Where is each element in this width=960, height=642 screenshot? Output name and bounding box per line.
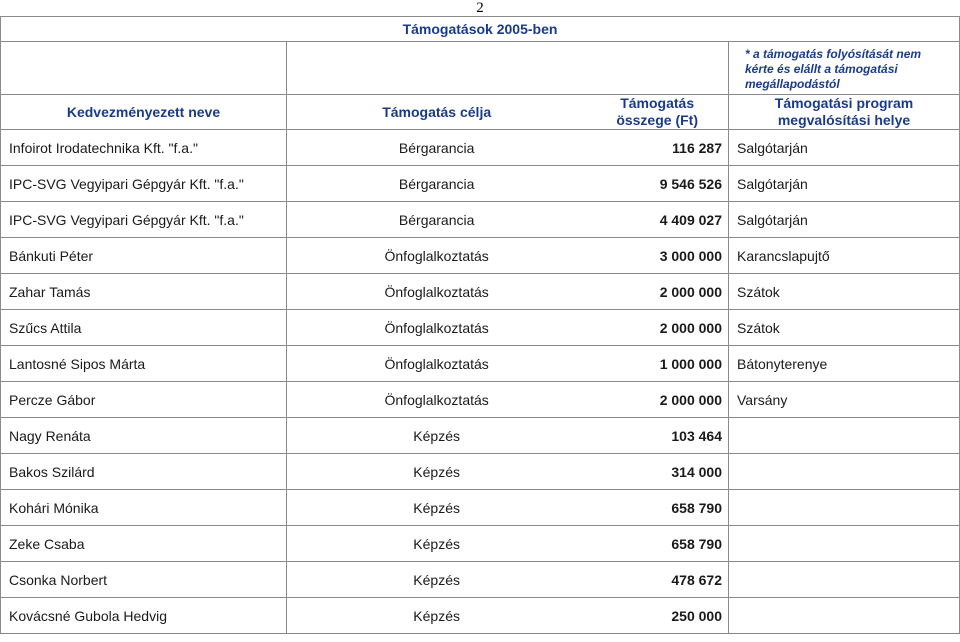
purpose-amount-cell xyxy=(287,238,729,274)
purpose-amount-cell xyxy=(287,454,729,490)
amount-text: 116 287 xyxy=(672,139,722,156)
amount-text: 3 000 000 xyxy=(659,247,722,264)
beneficiary-cell: Szűcs Attila xyxy=(1,310,287,346)
purpose-text: Képzés xyxy=(413,607,460,624)
amount-text: 2 000 000 xyxy=(659,319,722,336)
purpose-amount-cell xyxy=(287,382,729,418)
purpose-amount-cell xyxy=(287,598,729,634)
header-row xyxy=(1,95,960,130)
place-cell: Varsány xyxy=(729,382,960,418)
beneficiary-cell: Bánkuti Péter xyxy=(1,238,287,274)
beneficiary-cell: IPC-SVG Vegyipari Gépgyár Kft. "f.a." xyxy=(1,166,287,202)
purpose-text: Önfoglalkoztatás xyxy=(384,355,489,372)
title-row xyxy=(1,17,960,42)
purpose-text: Képzés xyxy=(413,427,460,444)
place-cell: Szátok xyxy=(729,310,960,346)
place-cell xyxy=(729,490,960,526)
purpose-text: Önfoglalkoztatás xyxy=(384,247,489,264)
purpose-text: Bérgarancia xyxy=(398,211,475,228)
purpose-text: Önfoglalkoztatás xyxy=(384,319,489,336)
beneficiary-cell: Nagy Renáta xyxy=(1,418,287,454)
header-amount-line2: összege (Ft) xyxy=(616,112,698,128)
table-row xyxy=(1,130,960,166)
amount-text: 2 000 000 xyxy=(659,283,722,300)
page-number: 2 xyxy=(476,0,484,16)
place-cell xyxy=(729,418,960,454)
beneficiary-cell: Percze Gábor xyxy=(1,382,287,418)
beneficiary-cell: Zeke Csaba xyxy=(1,526,287,562)
amount-text: 2 000 000 xyxy=(659,391,722,408)
header-amount xyxy=(586,95,728,129)
table-row xyxy=(1,166,960,202)
place-cell: Salgótarján xyxy=(729,166,960,202)
note-text: * a támogatás folyósítását nem kérte és elállt a támogatási megállapodástól xyxy=(745,47,922,91)
purpose-text: Bérgarancia xyxy=(398,175,475,192)
header-place-line2: megvalósítási helye xyxy=(777,112,911,128)
amount-text: 4 409 027 xyxy=(659,211,722,228)
purpose-text: Önfoglalkoztatás xyxy=(384,283,489,300)
place-cell xyxy=(729,598,960,634)
note-spacer-cell xyxy=(1,42,287,95)
table-row xyxy=(1,454,960,490)
purpose-amount-cell xyxy=(287,526,729,562)
purpose-amount-cell xyxy=(287,130,729,166)
purpose-text: Képzés xyxy=(413,535,460,552)
table-title-cell xyxy=(1,17,960,42)
purpose-amount-cell xyxy=(287,274,729,310)
header-amount-line1: Támogatás xyxy=(620,95,695,111)
table-row xyxy=(1,562,960,598)
header-beneficiary-cell xyxy=(1,95,287,130)
purpose-text: Képzés xyxy=(413,499,460,516)
beneficiary-cell: Infoirot Irodatechnika Kft. "f.a." xyxy=(1,130,287,166)
note-cell xyxy=(729,42,960,95)
beneficiary-cell: Lantosné Sipos Márta xyxy=(1,346,287,382)
header-place-line1: Támogatási program xyxy=(774,95,914,111)
amount-text: 1 000 000 xyxy=(659,355,722,372)
table-title: Támogatások 2005-ben xyxy=(402,21,558,37)
beneficiary-cell: Csonka Norbert xyxy=(1,562,287,598)
purpose-amount-cell xyxy=(287,490,729,526)
purpose-amount-cell xyxy=(287,310,729,346)
place-cell: Szátok xyxy=(729,274,960,310)
place-cell xyxy=(729,526,960,562)
table-row xyxy=(1,238,960,274)
purpose-amount-cell xyxy=(287,562,729,598)
amount-text: 9 546 526 xyxy=(659,175,722,192)
beneficiary-cell: Zahar Tamás xyxy=(1,274,287,310)
amount-text: 103 464 xyxy=(671,427,722,444)
amount-text: 658 790 xyxy=(671,499,722,516)
purpose-amount-cell xyxy=(287,166,729,202)
beneficiary-cell: Kovácsné Gubola Hedvig xyxy=(1,598,287,634)
purpose-text: Önfoglalkoztatás xyxy=(384,391,489,408)
note-spacer-cell xyxy=(287,42,729,95)
header-beneficiary: Kedvezményezett neve xyxy=(66,103,221,120)
amount-text: 658 790 xyxy=(671,535,722,552)
place-cell xyxy=(729,562,960,598)
table-row xyxy=(1,274,960,310)
table-row xyxy=(1,526,960,562)
table-row xyxy=(1,490,960,526)
header-purpose: Támogatás célja xyxy=(382,103,492,120)
place-cell: Karancslapujtő xyxy=(729,238,960,274)
purpose-amount-cell xyxy=(287,346,729,382)
place-cell: Salgótarján xyxy=(729,130,960,166)
purpose-amount-cell xyxy=(287,418,729,454)
place-cell: Salgótarján xyxy=(729,202,960,238)
amount-text: 250 000 xyxy=(671,607,722,624)
header-purpose-amount-cell xyxy=(287,95,729,130)
amount-text: 314 000 xyxy=(671,463,722,480)
place-cell: Bátonyterenye xyxy=(729,346,960,382)
table-row xyxy=(1,382,960,418)
purpose-text: Bérgarancia xyxy=(398,139,475,156)
purpose-text: Képzés xyxy=(413,463,460,480)
table-row xyxy=(1,346,960,382)
purpose-text: Képzés xyxy=(413,571,460,588)
table-row xyxy=(1,310,960,346)
beneficiary-cell: Bakos Szilárd xyxy=(1,454,287,490)
table-row xyxy=(1,418,960,454)
header-place-cell xyxy=(729,95,960,130)
table-row xyxy=(1,598,960,634)
purpose-amount-cell xyxy=(287,202,729,238)
note-row xyxy=(1,42,960,95)
beneficiary-cell: IPC-SVG Vegyipari Gépgyár Kft. "f.a." xyxy=(1,202,287,238)
beneficiary-cell: Kohári Mónika xyxy=(1,490,287,526)
amount-text: 478 672 xyxy=(671,571,722,588)
place-cell xyxy=(729,454,960,490)
table-row xyxy=(1,202,960,238)
grants-table xyxy=(0,16,960,634)
